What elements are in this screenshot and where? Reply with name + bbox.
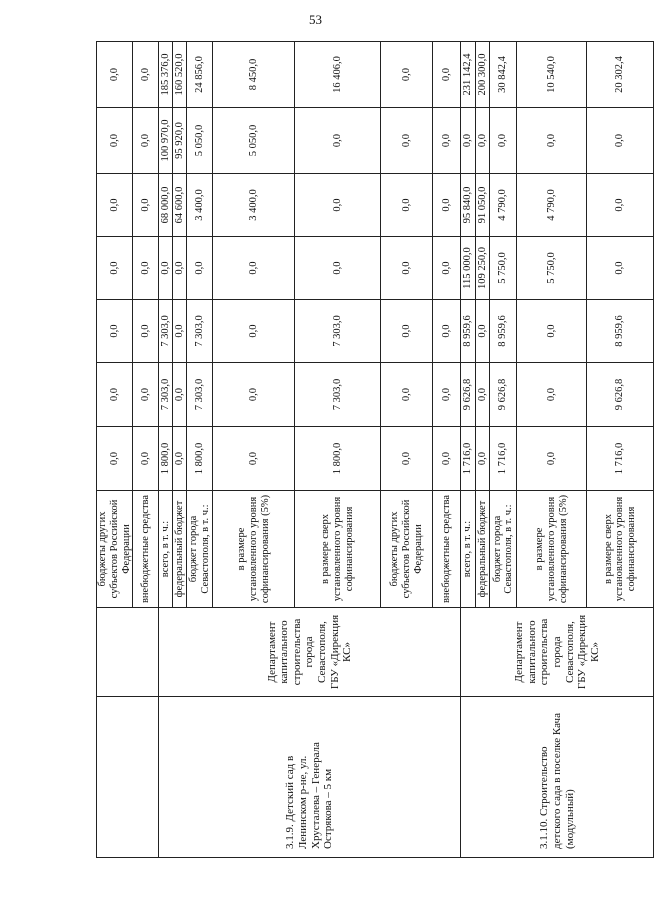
value-cell: 0,0	[187, 237, 213, 300]
value-cell: 0,0	[133, 42, 159, 108]
value-cell: 0,0	[476, 427, 490, 491]
value-cell: 64 600,0	[173, 174, 187, 237]
value-cell: 0,0	[587, 174, 654, 237]
value-cell: 7 303,0	[159, 363, 173, 427]
value-cell: 0,0	[517, 108, 587, 174]
value-cell: 0,0	[433, 174, 461, 237]
value-cell: 1 800,0	[159, 427, 173, 491]
value-cell: 9 626,8	[587, 363, 654, 427]
responsible-cell	[97, 608, 159, 697]
value-cell: 200 300,0	[476, 42, 490, 108]
value-cell: 0,0	[159, 237, 173, 300]
value-cell: 0,0	[433, 42, 461, 108]
responsible-cell: Департамент капитального строительства города Севастополя, ГБУ «Дирекция КС»	[159, 608, 461, 697]
row-label: в размере установленного уровня софинансирования (5%)	[213, 491, 295, 608]
value-cell: 7 303,0	[187, 363, 213, 427]
value-cell: 16 406,0	[295, 42, 381, 108]
value-cell: 0,0	[433, 363, 461, 427]
value-cell: 0,0	[476, 363, 490, 427]
value-cell: 0,0	[97, 363, 133, 427]
value-cell: 3 400,0	[213, 174, 295, 237]
value-cell: 0,0	[97, 174, 133, 237]
value-cell: 1 800,0	[187, 427, 213, 491]
row-label: федеральный бюджет	[173, 491, 187, 608]
value-cell: 0,0	[490, 108, 517, 174]
value-cell: 9 626,8	[461, 363, 476, 427]
value-cell: 0,0	[381, 42, 433, 108]
value-cell: 1 716,0	[461, 427, 476, 491]
row-label: федеральный бюджет	[476, 491, 490, 608]
value-cell: 0,0	[97, 427, 133, 491]
row-label: в размере сверх установленного уровня софинансирования	[295, 491, 381, 608]
row-label: внебюджетные средства	[133, 491, 159, 608]
value-cell: 109 250,0	[476, 237, 490, 300]
value-cell: 1 716,0	[490, 427, 517, 491]
value-cell: 8 959,6	[587, 300, 654, 363]
value-cell: 0,0	[213, 300, 295, 363]
value-cell: 68 000,0	[159, 174, 173, 237]
value-cell: 0,0	[173, 300, 187, 363]
value-cell: 0,0	[133, 363, 159, 427]
value-cell: 0,0	[97, 42, 133, 108]
value-cell: 8 959,6	[490, 300, 517, 363]
value-cell: 0,0	[476, 300, 490, 363]
value-cell: 4 790,0	[517, 174, 587, 237]
rotated-table-container	[96, 42, 638, 858]
value-cell: 0,0	[381, 174, 433, 237]
value-cell: 5 050,0	[213, 108, 295, 174]
value-cell: 0,0	[97, 300, 133, 363]
row-label: всего, в т. ч.:	[461, 491, 476, 608]
row-label: в размере установленного уровня софинансирования (5%)	[517, 491, 587, 608]
funding-table	[96, 41, 654, 858]
value-cell: 5 050,0	[187, 108, 213, 174]
value-cell: 0,0	[433, 427, 461, 491]
value-cell: 24 856,0	[187, 42, 213, 108]
value-cell: 0,0	[587, 108, 654, 174]
value-cell: 0,0	[587, 237, 654, 300]
value-cell: 7 303,0	[295, 300, 381, 363]
value-cell: 0,0	[433, 300, 461, 363]
value-cell: 0,0	[517, 363, 587, 427]
row-label: бюджеты других субъектов Российской Федерации	[97, 491, 133, 608]
row-label: бюджет города Севастополя, в т. ч.:	[490, 491, 517, 608]
responsible-cell: Департамент капитального строительства города Севастополя, ГБУ «Дирекция КС»	[461, 608, 654, 697]
value-cell: 160 520,0	[173, 42, 187, 108]
value-cell: 0,0	[517, 427, 587, 491]
value-cell: 115 000,0	[461, 237, 476, 300]
value-cell: 95 840,0	[461, 174, 476, 237]
value-cell: 1 716,0	[587, 427, 654, 491]
value-cell: 0,0	[433, 108, 461, 174]
value-cell: 185 376,0	[159, 42, 173, 108]
value-cell: 0,0	[295, 237, 381, 300]
value-cell: 0,0	[213, 427, 295, 491]
object-cell	[97, 697, 159, 858]
row-label: внебюджетные средства	[433, 491, 461, 608]
row-label: бюджеты других субъектов Российской Федерации	[381, 491, 433, 608]
value-cell: 7 303,0	[187, 300, 213, 363]
value-cell: 0,0	[381, 427, 433, 491]
value-cell: 0,0	[213, 363, 295, 427]
value-cell: 0,0	[295, 108, 381, 174]
value-cell: 0,0	[173, 237, 187, 300]
value-cell: 30 842,4	[490, 42, 517, 108]
value-cell: 0,0	[517, 300, 587, 363]
value-cell: 0,0	[133, 174, 159, 237]
value-cell: 0,0	[295, 174, 381, 237]
value-cell: 91 050,0	[476, 174, 490, 237]
value-cell: 0,0	[381, 363, 433, 427]
table-row	[97, 42, 133, 858]
page-number: 53	[309, 12, 322, 27]
value-cell: 0,0	[97, 237, 133, 300]
row-label: в размере сверх установленного уровня софинансирования	[587, 491, 654, 608]
value-cell: 0,0	[133, 427, 159, 491]
value-cell: 3 400,0	[187, 174, 213, 237]
value-cell: 0,0	[213, 237, 295, 300]
value-cell: 0,0	[381, 237, 433, 300]
object-title: 3.1.9. Детский сад в Ленинском р-не, ул. Хрусталева – Генерала Острякова – 5 км	[159, 697, 461, 858]
value-cell: 0,0	[173, 427, 187, 491]
row-label: бюджет города Севастополя, в т. ч.:	[187, 491, 213, 608]
value-cell: 0,0	[133, 300, 159, 363]
value-cell: 0,0	[381, 300, 433, 363]
table-row	[461, 42, 476, 858]
value-cell: 9 626,8	[490, 363, 517, 427]
value-cell: 8 959,6	[461, 300, 476, 363]
value-cell: 0,0	[133, 237, 159, 300]
value-cell: 20 302,4	[587, 42, 654, 108]
value-cell: 7 303,0	[295, 363, 381, 427]
value-cell: 0,0	[173, 363, 187, 427]
value-cell: 0,0	[133, 108, 159, 174]
value-cell: 0,0	[476, 108, 490, 174]
table-row	[159, 42, 173, 858]
row-label: всего, в т. ч.:	[159, 491, 173, 608]
value-cell: 1 800,0	[295, 427, 381, 491]
value-cell: 231 142,4	[461, 42, 476, 108]
value-cell: 95 920,0	[173, 108, 187, 174]
value-cell: 0,0	[433, 237, 461, 300]
object-title: 3.1.10. Строительство детского сада в поселке Кача (модульный)	[461, 697, 654, 858]
value-cell: 100 970,0	[159, 108, 173, 174]
value-cell: 5 750,0	[517, 237, 587, 300]
value-cell: 0,0	[97, 108, 133, 174]
value-cell: 0,0	[381, 108, 433, 174]
value-cell: 10 540,0	[517, 42, 587, 108]
value-cell: 0,0	[461, 108, 476, 174]
value-cell: 5 750,0	[490, 237, 517, 300]
value-cell: 8 450,0	[213, 42, 295, 108]
value-cell: 4 790,0	[490, 174, 517, 237]
value-cell: 7 303,0	[159, 300, 173, 363]
